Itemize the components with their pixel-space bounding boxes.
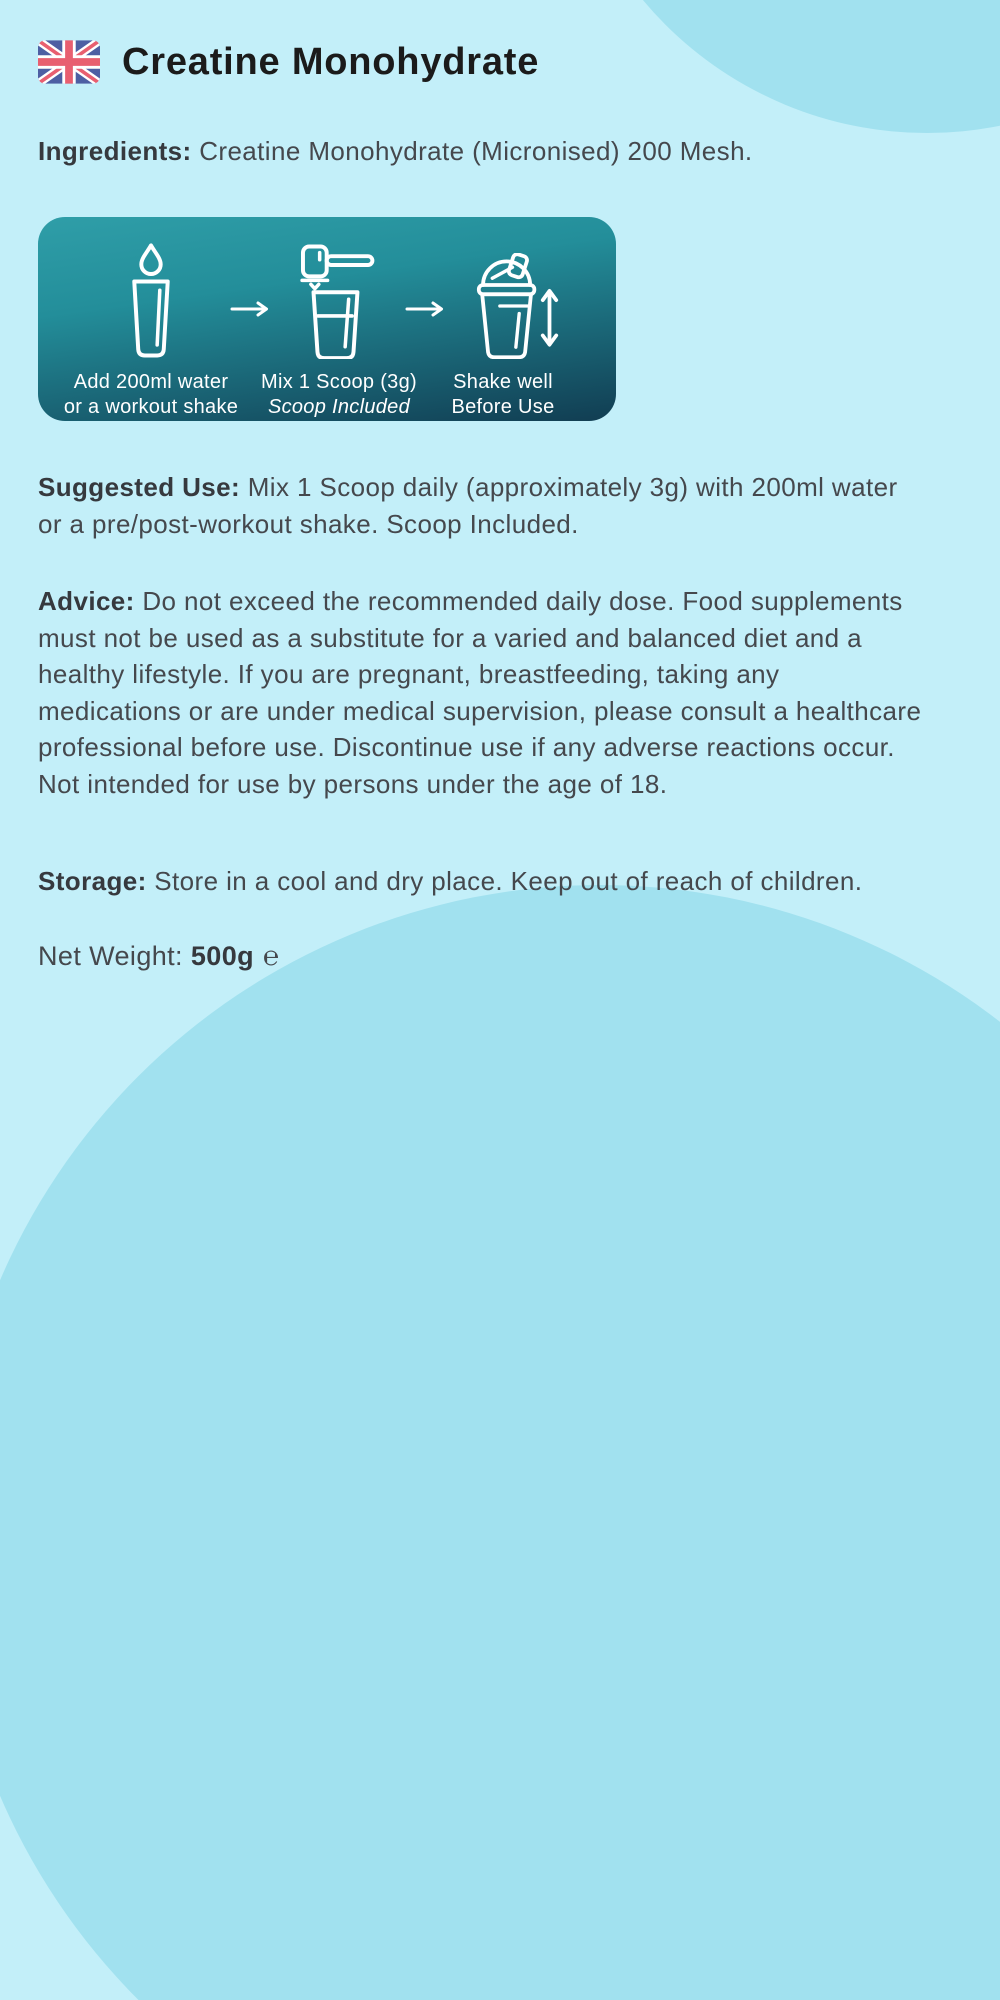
net-weight bbox=[38, 938, 926, 975]
storage-text bbox=[38, 863, 926, 900]
advice-value: Do not exceed the recommended daily dose. Food supplements must not be used as a substitute for a varied and balanced diet and a healthy lifestyle. If you are pregnant, breastfeeding, taking any medications or are under medical supervision, please consult a healthcare professional before use. Discontinue use if any adverse reactions occur. Not intended for use by persons under the age of 18. bbox=[38, 586, 922, 799]
step-shake bbox=[403, 237, 603, 420]
step-caption bbox=[261, 370, 417, 420]
step-caption bbox=[451, 370, 554, 420]
ingredients-value: Creatine Monohydrate (Micronised) 200 Mesh. bbox=[191, 136, 753, 166]
step-caption-line1: Add 200ml water bbox=[73, 371, 229, 393]
advice-text bbox=[38, 583, 926, 802]
water-glass-icon bbox=[111, 237, 191, 359]
suggested-use-text bbox=[38, 469, 926, 542]
instructions-panel bbox=[38, 217, 616, 421]
advice-label: Advice: bbox=[38, 586, 135, 616]
shaker-icon bbox=[426, 237, 580, 359]
page-title: Creatine Monohydrate bbox=[122, 40, 540, 83]
step-caption-line2: Before Use bbox=[451, 396, 555, 418]
net-weight-value: 500g bbox=[190, 941, 255, 971]
step-caption-line2: or a workout shake bbox=[63, 396, 239, 418]
step-caption bbox=[64, 370, 238, 420]
net-weight-label: Net Weight: bbox=[38, 941, 191, 971]
storage-label: Storage: bbox=[38, 866, 147, 896]
storage-value: Store in a cool and dry place. Keep out of reach of children. bbox=[146, 866, 863, 896]
step-add-water bbox=[51, 237, 251, 420]
scoop-glass-icon bbox=[284, 237, 394, 359]
step-caption-line2: Scoop Included bbox=[267, 396, 411, 418]
uk-flag-icon bbox=[38, 40, 100, 84]
step-caption-line1: Shake well bbox=[453, 371, 553, 393]
shake-arrow-icon bbox=[543, 291, 556, 345]
estimated-sign: ℮ bbox=[263, 941, 280, 971]
step-caption-line1: Mix 1 Scoop (3g) bbox=[261, 371, 417, 393]
decorative-circle-bottom bbox=[0, 885, 1000, 2000]
suggested-use-value: Mix 1 Scoop daily (approximately 3g) with 200ml water or a pre/post-workout shake. Scoop Included. bbox=[38, 472, 898, 539]
header bbox=[38, 40, 539, 84]
suggested-use-label: Suggested Use: bbox=[38, 472, 241, 502]
ingredients-label: Ingredients: bbox=[38, 136, 192, 166]
ingredients-text bbox=[38, 133, 926, 170]
